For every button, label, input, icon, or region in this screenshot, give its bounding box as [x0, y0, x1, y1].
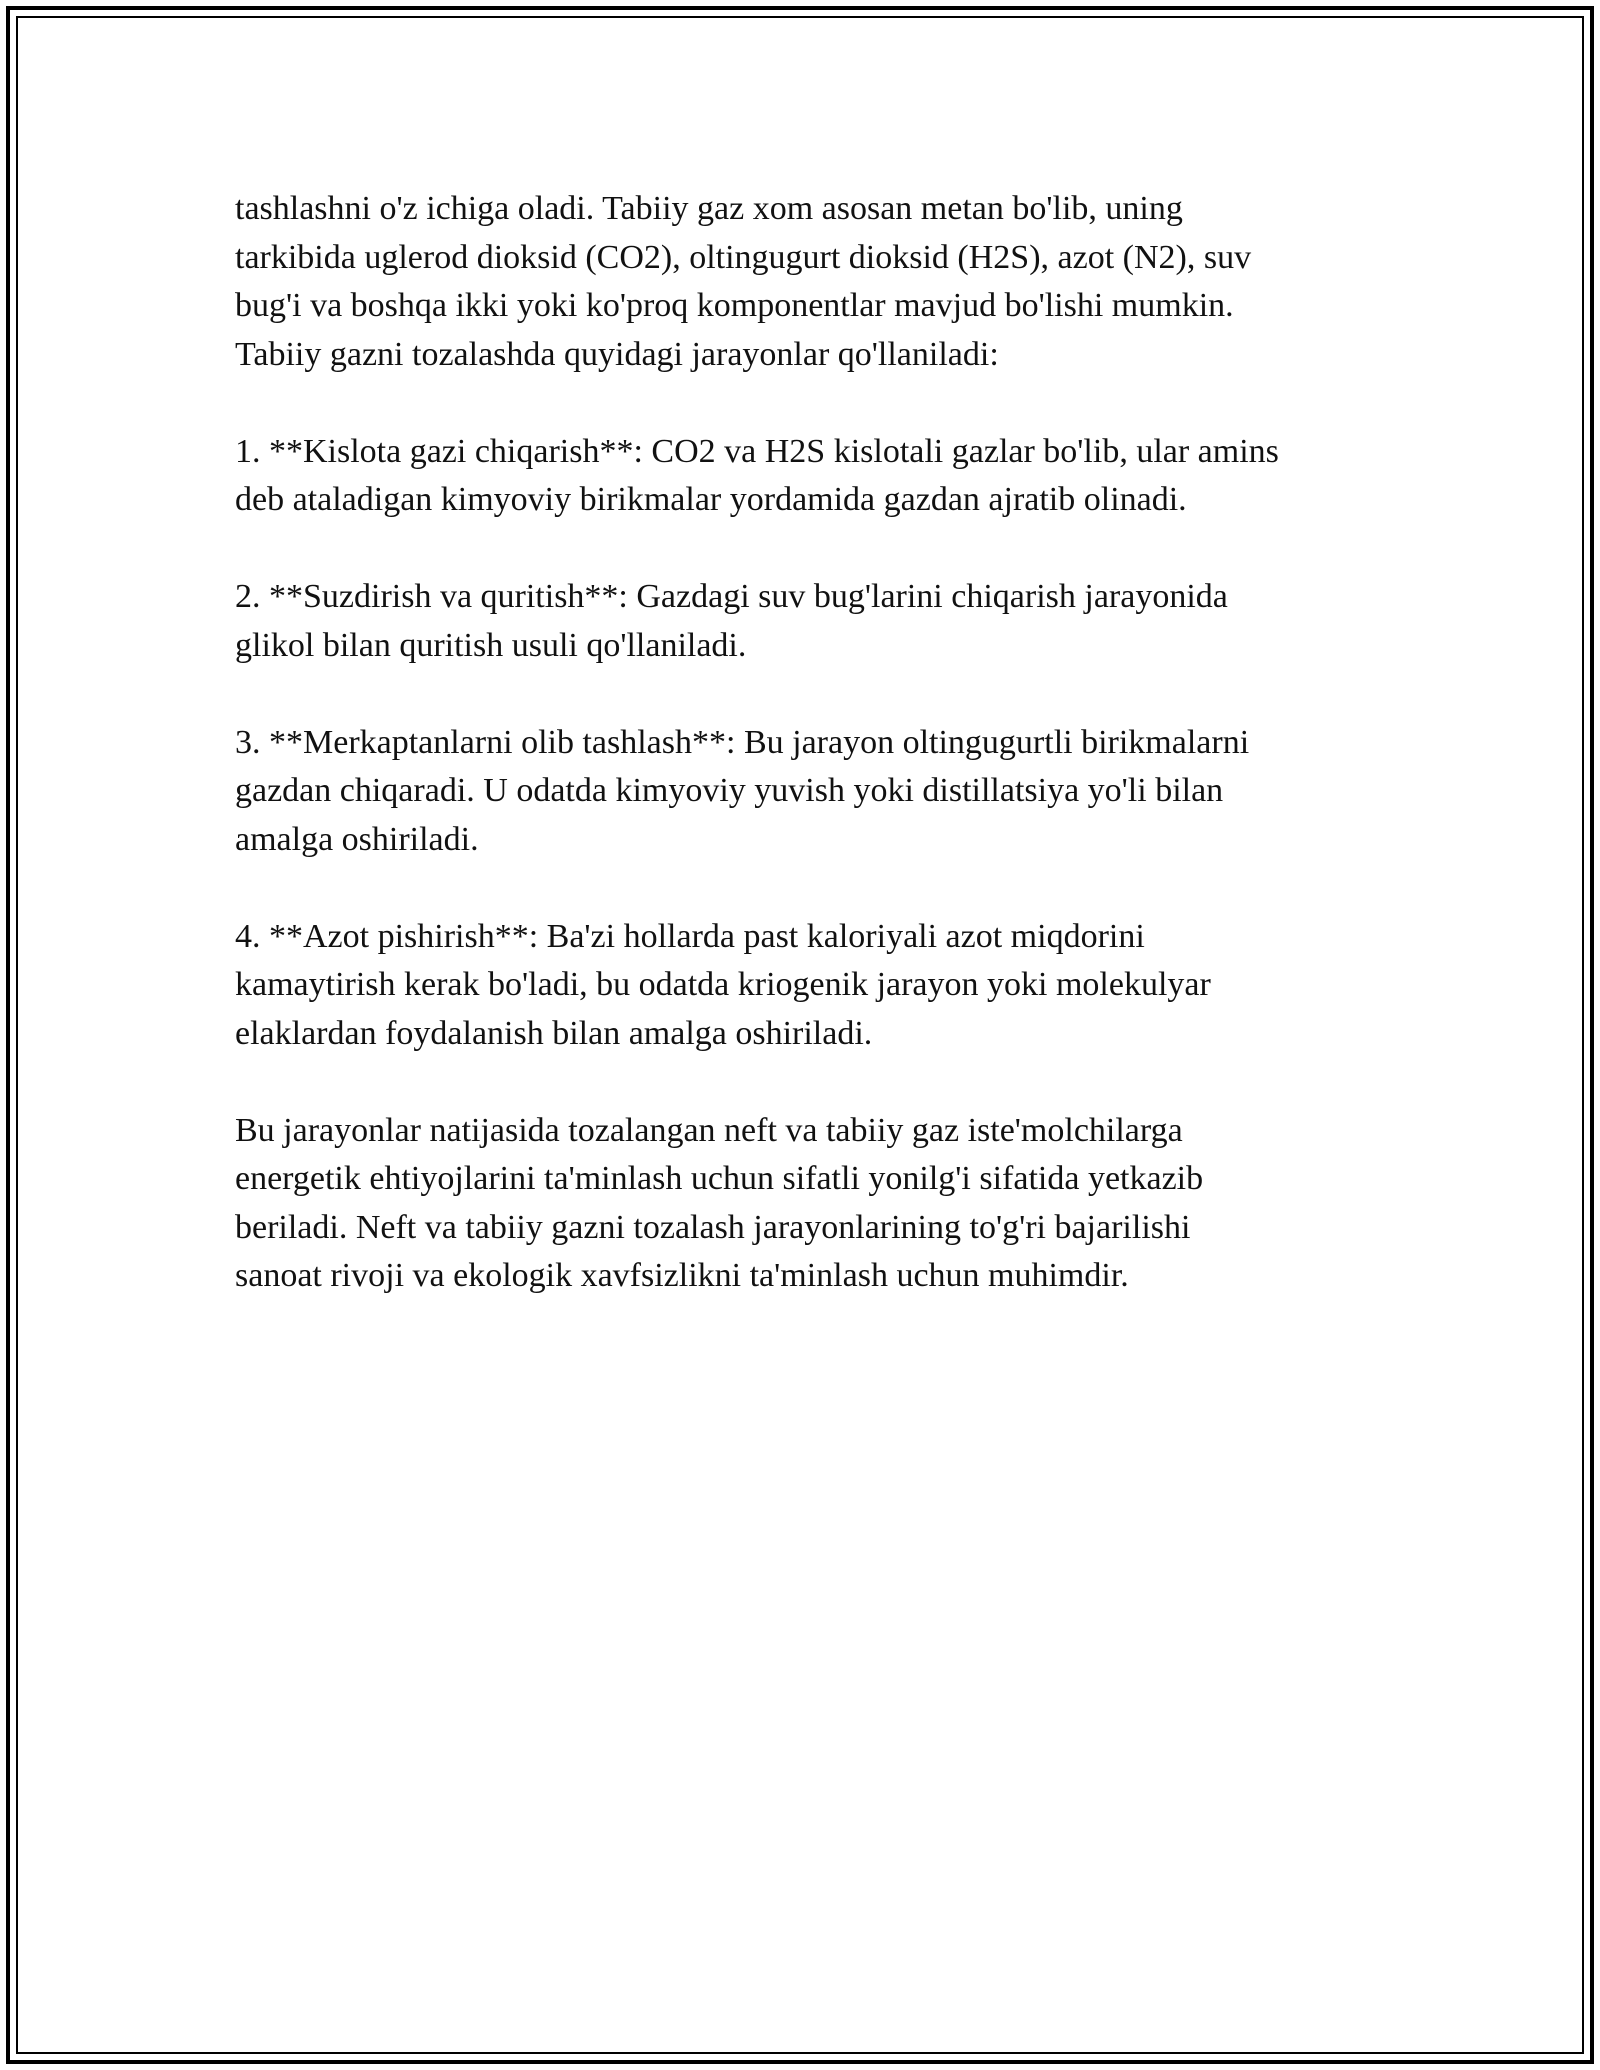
text-line: glikol bilan quritish usuli qo'llaniladi. — [235, 626, 747, 664]
text-line: sanoat rivoji va ekologik xavfsizlikni ta'minlash uchun muhimdir. — [235, 1257, 1129, 1294]
text-line: beriladi. Neft va tabiiy gazni tozalash jarayonlarining to'g'ri bajarilishi — [235, 1208, 1191, 1246]
text-line: gazdan chiqaradi. U odatda kimyoviy yuvish yoki distillatsiya yo'li bilan — [235, 772, 1224, 809]
text-line: 3. **Merkaptanlarni olib tashlash**: Bu jarayon oltingugurtli birikmalarni — [235, 723, 1250, 761]
document-body — [235, 185, 1375, 1301]
paragraph-conclusion — [235, 1107, 1375, 1301]
paragraph-gap — [235, 864, 1375, 913]
paragraph-gap — [235, 379, 1375, 428]
text-line: 1. **Kislota gazi chiqarish**: CO2 va H2S kislotali gazlar bo'lib, ular amins — [235, 432, 1279, 470]
paragraph-item-1 — [235, 428, 1375, 525]
text-line: Bu jarayonlar natijasida tozalangan neft va tabiiy gaz iste'molchilarga — [235, 1111, 1183, 1149]
text-line: amalga oshiriladi. — [235, 820, 479, 858]
text-line: tashlashni o'z ichiga oladi. Tabiiy gaz xom asosan metan bo'lib, uning — [235, 190, 1183, 227]
paragraph-gap — [235, 1058, 1375, 1107]
text-line: tarkibida uglerod dioksid (CO2), oltingugurt dioksid (H2S), azot (N2), suv — [235, 238, 1252, 276]
paragraph-item-3 — [235, 719, 1375, 865]
text-line: Tabiiy gazni tozalashda quyidagi jarayonlar qo'llaniladi: — [235, 335, 999, 373]
text-line: bug'i va boshqa ikki yoki ko'proq komponentlar mavjud bo'lishi mumkin. — [235, 287, 1234, 324]
text-line: 2. **Suzdirish va quritish**: Gazdagi suv bug'larini chiqarish jarayonida — [235, 578, 1228, 615]
paragraph-item-4 — [235, 913, 1375, 1059]
paragraph-intro — [235, 185, 1375, 379]
paragraph-item-2 — [235, 573, 1375, 670]
text-line: kamaytirish kerak bo'ladi, bu odatda kriogenik jarayon yoki molekulyar — [235, 966, 1211, 1003]
paragraph-gap — [235, 525, 1375, 574]
paragraph-gap — [235, 670, 1375, 719]
text-line: energetik ehtiyojlarini ta'minlash uchun sifatli yonilg'i sifatida yetkazib — [235, 1160, 1204, 1197]
text-line: deb ataladigan kimyoviy birikmalar yordamida gazdan ajratib olinadi. — [235, 481, 1187, 518]
text-line: 4. **Azot pishirish**: Ba'zi hollarda past kaloriyali azot miqdorini — [235, 917, 1145, 955]
text-line: elaklardan foydalanish bilan amalga oshiriladi. — [235, 1014, 873, 1052]
